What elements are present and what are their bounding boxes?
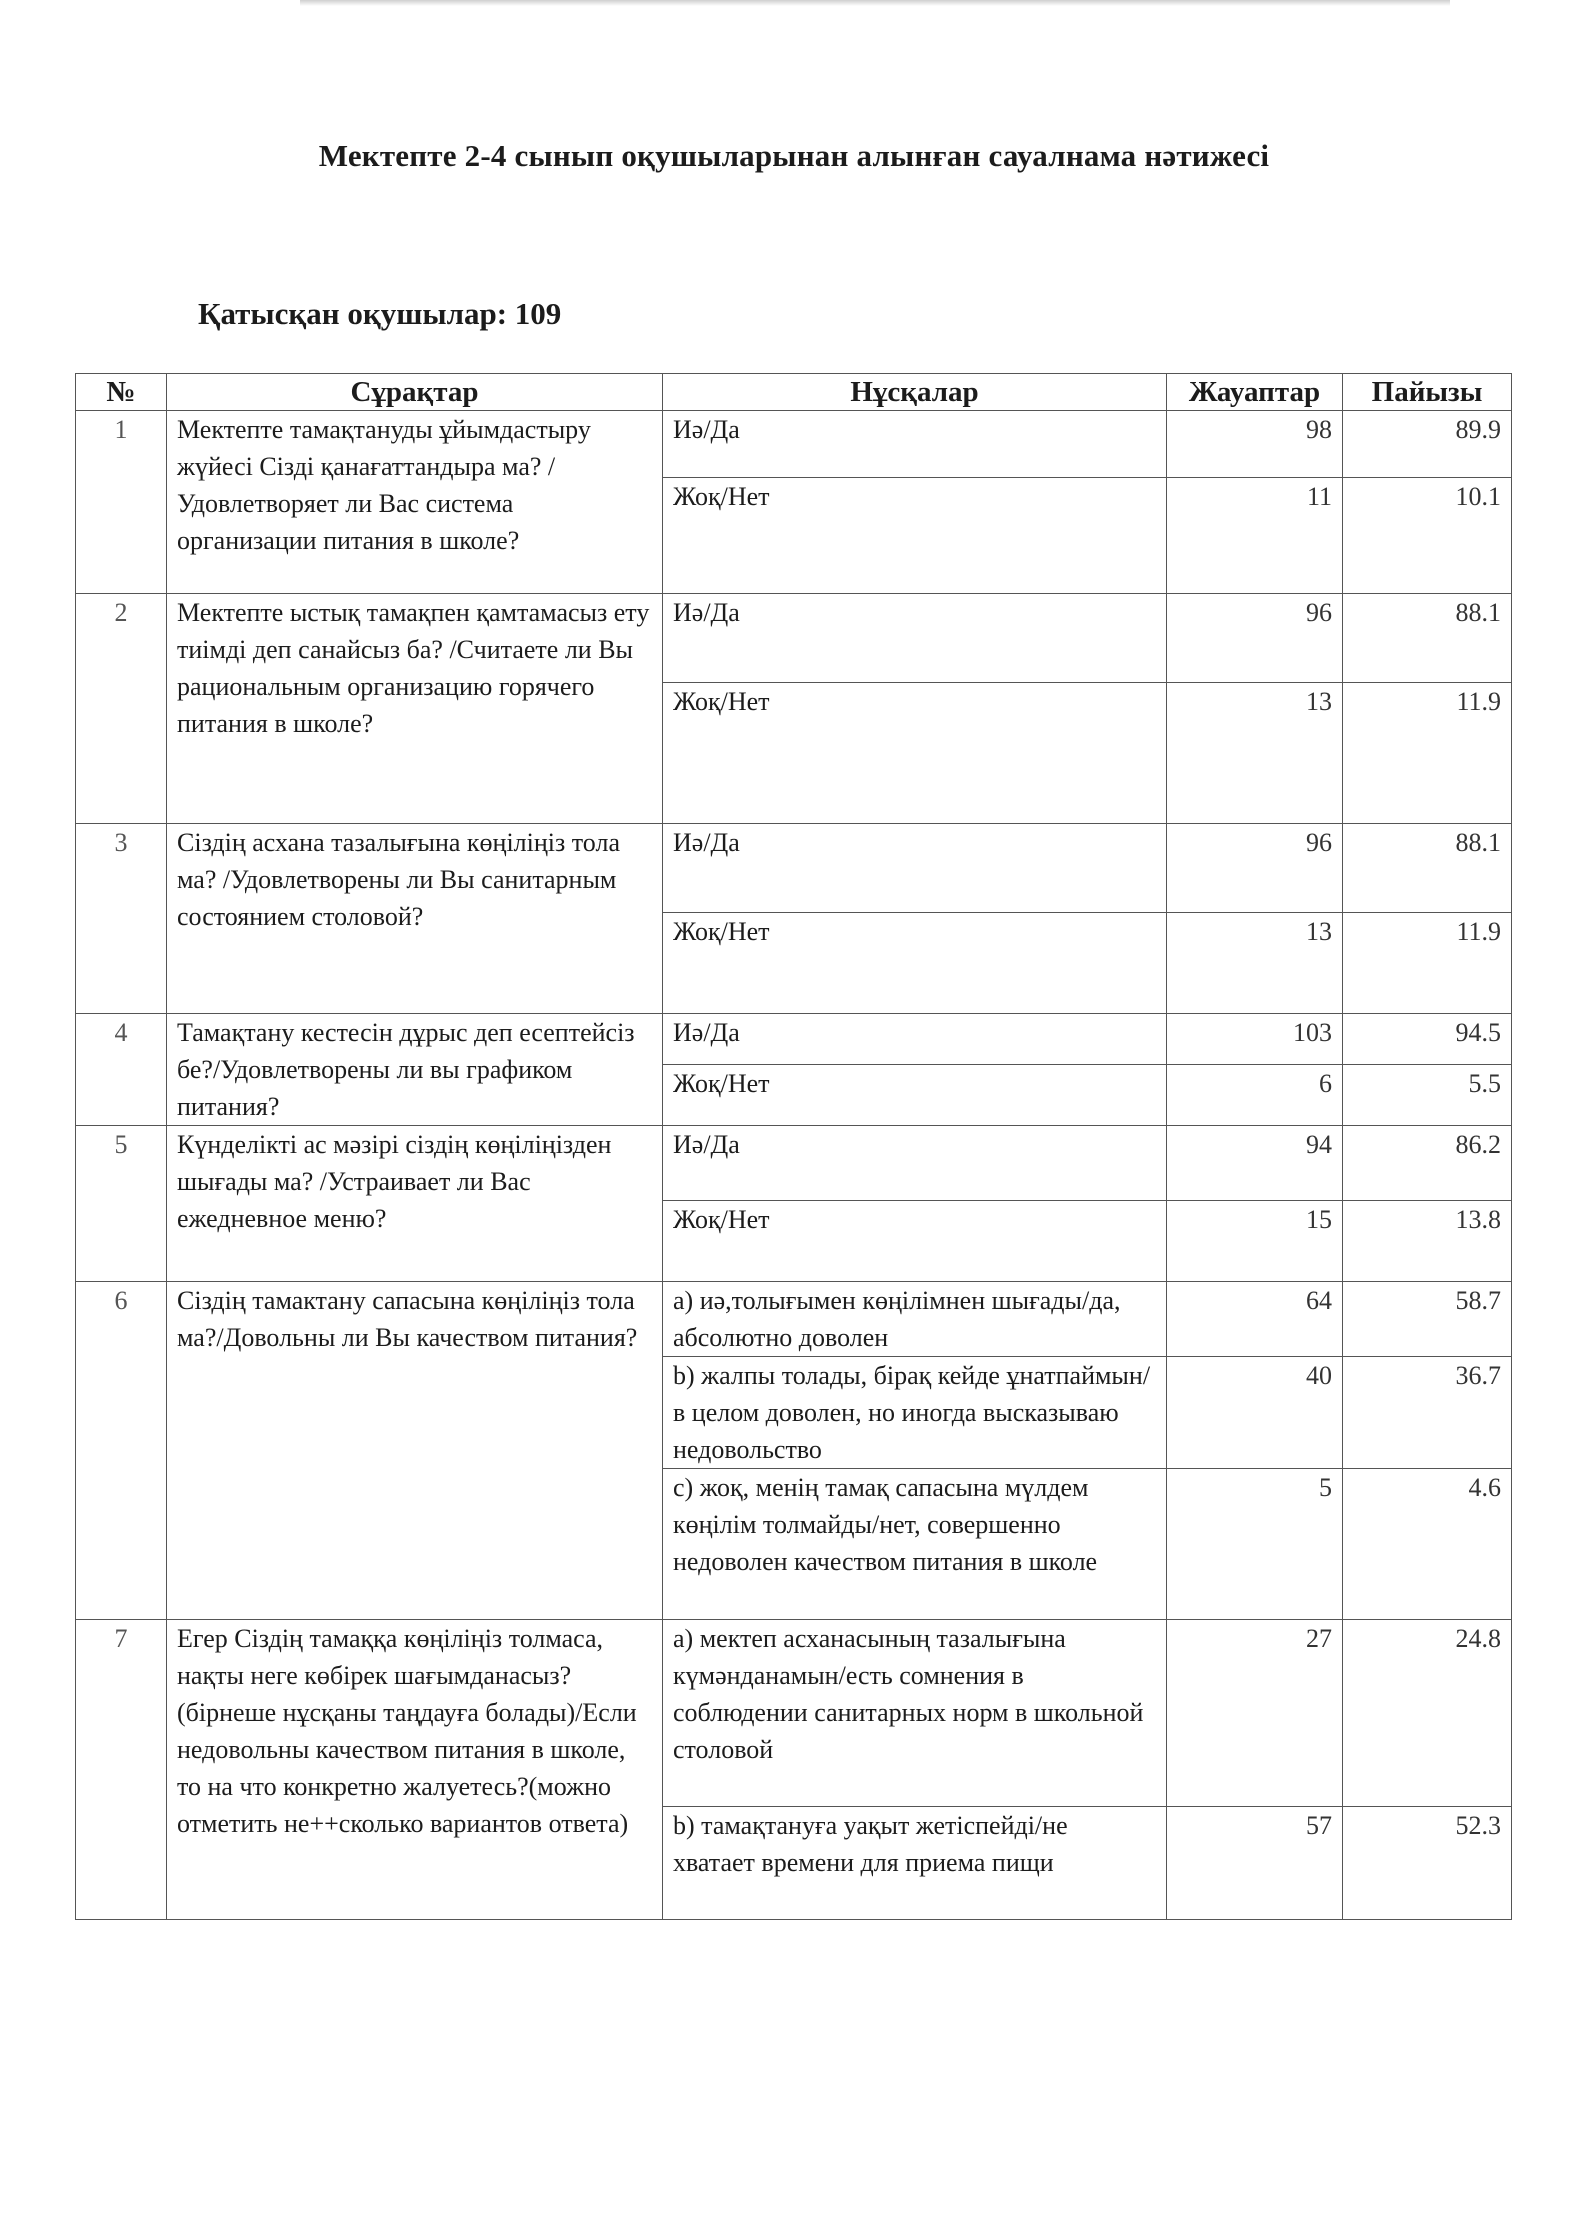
answer-percent: 88.1 xyxy=(1343,824,1512,913)
answer-count: 103 xyxy=(1167,1014,1343,1065)
answer-percent: 58.7 xyxy=(1343,1282,1512,1357)
participants-count: Қатысқан оқушылар: 109 xyxy=(198,296,562,331)
answer-percent: 13.8 xyxy=(1343,1201,1512,1282)
answer-count: 40 xyxy=(1167,1357,1343,1469)
table-row xyxy=(76,1014,1512,1065)
answer-count: 64 xyxy=(1167,1282,1343,1357)
answer-percent: 24.8 xyxy=(1343,1620,1512,1807)
answer-count: 96 xyxy=(1167,824,1343,913)
table-row xyxy=(76,1126,1512,1201)
option-label: Иә/Да xyxy=(663,594,1167,683)
question-number: 5 xyxy=(76,1126,167,1282)
question-text: Мектепте ыстық тамақпен қамтамасыз ету тиімді деп санайсыз ба? /Считаете ли Вы рациональным организацию горячего питания в школе? xyxy=(167,594,663,824)
option-label: Иә/Да xyxy=(663,824,1167,913)
answer-percent: 94.5 xyxy=(1343,1014,1512,1065)
option-label: Жоқ/Нет xyxy=(663,1201,1167,1282)
question-text: Сіздің асхана тазалығына көңіліңіз тола ма? /Удовлетворены ли Вы санитарным состоянием столовой? xyxy=(167,824,663,1014)
option-label: b) жалпы толады, бірақ кейде ұнатпаймын/в целом доволен, но иногда высказываю недовольство xyxy=(663,1357,1167,1469)
answer-count: 13 xyxy=(1167,913,1343,1014)
option-label: Иә/Да xyxy=(663,1126,1167,1201)
table-row xyxy=(76,594,1512,683)
survey-table xyxy=(75,373,1512,1920)
question-number: 2 xyxy=(76,594,167,824)
answer-count: 94 xyxy=(1167,1126,1343,1201)
question-number: 7 xyxy=(76,1620,167,1920)
answer-count: 57 xyxy=(1167,1807,1343,1920)
option-label: Жоқ/Нет xyxy=(663,683,1167,824)
header-answers: Жауаптар xyxy=(1167,374,1343,411)
question-number: 3 xyxy=(76,824,167,1014)
table-row xyxy=(76,1282,1512,1357)
answer-percent: 52.3 xyxy=(1343,1807,1512,1920)
answer-count: 11 xyxy=(1167,478,1343,594)
header-percent: Пайызы xyxy=(1343,374,1512,411)
answer-percent: 11.9 xyxy=(1343,913,1512,1014)
answer-count: 98 xyxy=(1167,411,1343,478)
option-label: с) жоқ, менің тамақ сапасына мүлдем көңілім толмайды/нет, совершенно недоволен качеством питания в школе xyxy=(663,1469,1167,1620)
answer-count: 13 xyxy=(1167,683,1343,824)
option-label: Иә/Да xyxy=(663,411,1167,478)
answer-percent: 89.9 xyxy=(1343,411,1512,478)
table-header-row xyxy=(76,374,1512,411)
question-text: Егер Сіздің тамаққа көңіліңіз толмаса, нақты неге көбірек шағымданасыз?(бірнеше нұсқаны таңдауға болады)/Если недовольны качеством питания в школе, то на что конкретно жалуетесь?(можно отметить не++сколько вариантов ответа) xyxy=(167,1620,663,1920)
question-text: Сіздің тамактану сапасына көңіліңіз тола ма?/Довольны ли Вы качеством питания? xyxy=(167,1282,663,1620)
option-label: а) иә,толығымен көңілімнен шығады/да, абсолютно доволен xyxy=(663,1282,1167,1357)
header-num: № xyxy=(76,374,167,411)
question-number: 1 xyxy=(76,411,167,594)
header-question: Сұрақтар xyxy=(167,374,663,411)
document-title: Мектепте 2-4 сынып оқушыларынан алынған сауалнама нәтижесі xyxy=(318,138,1270,173)
table-row xyxy=(76,824,1512,913)
option-label: Жоқ/Нет xyxy=(663,1065,1167,1126)
answer-count: 6 xyxy=(1167,1065,1343,1126)
question-number: 4 xyxy=(76,1014,167,1126)
answer-percent: 4.6 xyxy=(1343,1469,1512,1620)
table-row xyxy=(76,1620,1512,1807)
scan-edge xyxy=(300,0,1450,6)
question-text: Күнделікті ас мәзірі сіздің көңіліңізден шығады ма? /Устраивает ли Вас ежедневное меню? xyxy=(167,1126,663,1282)
answer-percent: 36.7 xyxy=(1343,1357,1512,1469)
header-option: Нұсқалар xyxy=(663,374,1167,411)
answer-percent: 11.9 xyxy=(1343,683,1512,824)
option-label: Жоқ/Нет xyxy=(663,913,1167,1014)
option-label: а) мектеп асханасының тазалығына күмәнданамын/есть сомнения в соблюдении санитарных норм в школьной столовой xyxy=(663,1620,1167,1807)
answer-percent: 5.5 xyxy=(1343,1065,1512,1126)
option-label: b) тамақтануға уақыт жетіспейді/не хватает времени для приема пищи xyxy=(663,1807,1167,1920)
answer-count: 27 xyxy=(1167,1620,1343,1807)
answer-count: 15 xyxy=(1167,1201,1343,1282)
answer-percent: 86.2 xyxy=(1343,1126,1512,1201)
answer-percent: 10.1 xyxy=(1343,478,1512,594)
question-text: Тамақтану кестесін дұрыс деп есептейсіз бе?/Удовлетворены ли вы графиком питания? xyxy=(167,1014,663,1126)
option-label: Иә/Да xyxy=(663,1014,1167,1065)
table-row xyxy=(76,411,1512,478)
answer-count: 5 xyxy=(1167,1469,1343,1620)
option-label: Жоқ/Нет xyxy=(663,478,1167,594)
answer-percent: 88.1 xyxy=(1343,594,1512,683)
question-text: Мектепте тамақтануды ұйымдастыру жүйесі Сізді қанағаттандыра ма? /Удовлетворяет ли Вас система организации питания в школе? xyxy=(167,411,663,594)
question-number: 6 xyxy=(76,1282,167,1620)
answer-count: 96 xyxy=(1167,594,1343,683)
